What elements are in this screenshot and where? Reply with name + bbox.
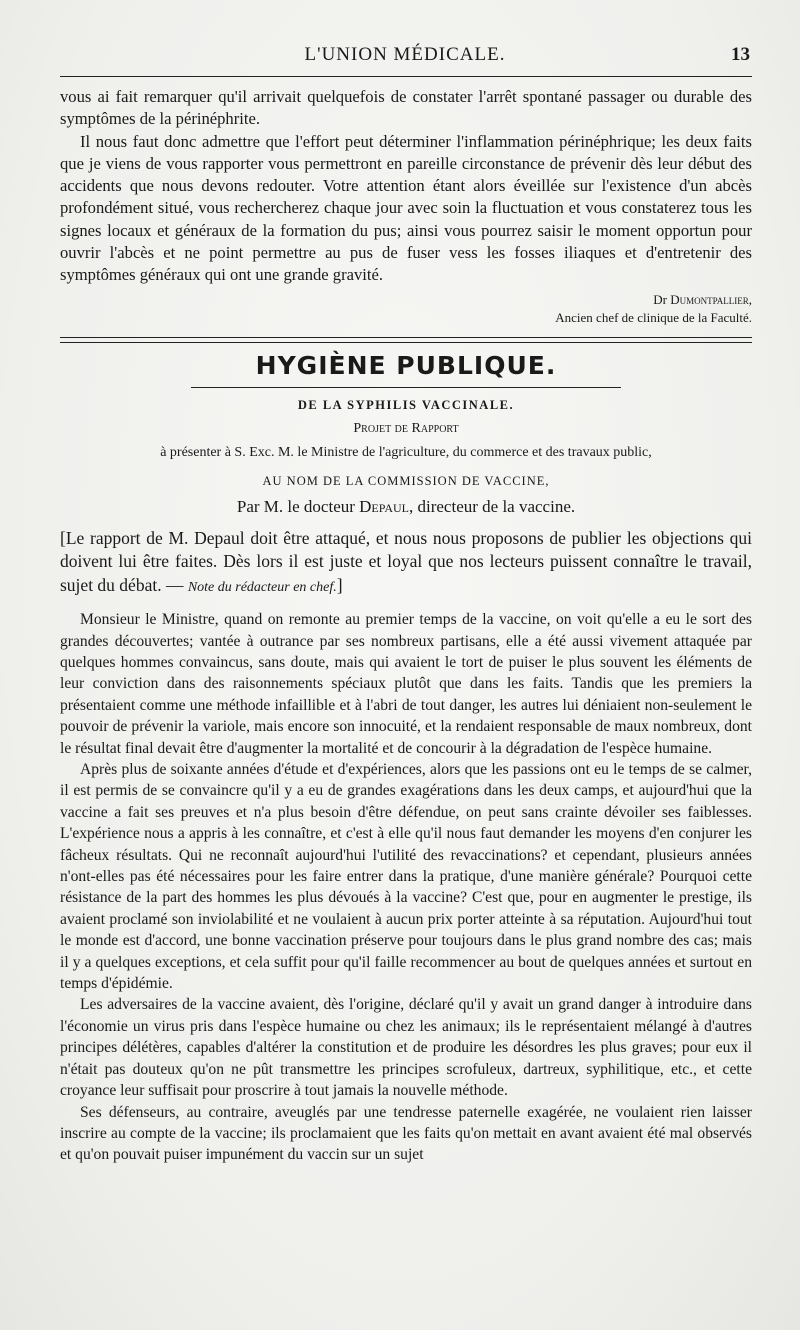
article-body [60, 609, 752, 1166]
article-addressee: à présenter à S. Exc. M. le Ministre de l'agriculture, du commerce et des travaux public, [160, 444, 652, 460]
article-commission: AU NOM DE LA COMMISSION DE VACCINE, [262, 473, 550, 488]
header-rule [60, 76, 752, 77]
page-number: 13 [731, 44, 750, 65]
signature-name [60, 291, 752, 309]
editor-note-text: [Le rapport de M. Depaul doit être attaqué, et nous nous proposons de publier les objections qui doivent lui être faites. Dès lors il est juste et loyal que nos lecteurs puissent connaître le travail, sujet du débat. — [60, 527, 752, 595]
signature-title: Ancien chef de clinique de la Faculté. [555, 309, 752, 325]
page-header [60, 44, 750, 72]
running-title: L'UNION MÉDICALE. [304, 44, 506, 65]
author-suffix: , directeur de la vaccine. [409, 496, 576, 516]
section-title: HYGIÈNE PUBLIQUE. [255, 350, 557, 380]
paragraph: Il nous faut donc admettre que l'effort peut déterminer l'inflammation périnéphrique; les deux faits que je viens de vous rapporter vous permettront en pareille circonstance de prévenir dès leur début des accidents que nous devons redouter. Votre attention étant alors éveillée sur l'existence d'un abcès profondément situé, vous rechercherez chaque jour avec soin la fluctuation et vous constaterez tous les signes locaux et généraux de la formation du pus; ainsi vous pourrez saisir le moment opportun pour ouvrir l'abcès et ne point permettre au pus de fuser vess les fosses iliaques et d'entretenir des symptômes généraux qui ont une grande gravité. [60, 131, 752, 285]
author-signature [60, 291, 752, 327]
paragraph: Monsieur le Ministre, quand on remonte au premier temps de la vaccine, on voit qu'elle a eu le sort des grandes découvertes; vantée à outrance par ses nombreux partisans, elle a été aussi vivement attaquée par quelques hommes convaincus, sans doute, mais qui avaient le tort de puiser le plus souvent les éléments de leur conviction dans des raisonnements spéciaux plutôt que dans les faits. Tandis que les premiers la présentaient comme une méthode infaillible et à l'abri de tout danger, les autres lui déniaient non-seulement le pouvoir de prévenir la variole, mais encore son innocuité, et la rendaient responsable de maux nombreux, dont le résultat final devait être d'augmenter la mortalité et de concourir à la dégradation de l'espèce humaine. [60, 611, 752, 757]
page-content [60, 86, 752, 1166]
section-divider [60, 337, 752, 343]
article-title: DE LA SYPHILIS VACCINALE. [297, 397, 515, 412]
paragraph: vous ai fait remarquer qu'il arrivait quelquefois de constater l'arrêt spontané passager ou durable des symptômes de la périnéphrite. [60, 87, 752, 129]
signature-author: Dumontpallier, [670, 291, 752, 307]
author-prefix: Par M. le docteur [236, 496, 355, 516]
paragraph: Ses défenseurs, au contraire, aveuglés par une tendresse paternelle exagérée, ne voulaient rien laisser inscrire au compte de la vaccine; ils proclamaient que les faits qu'on mettait en avant avaient été mal observés et qu'on pouvait puiser impunément du vaccin sur un sujet [60, 1103, 752, 1164]
paragraph: Après plus de soixante années d'étude et d'expériences, alors que les passions ont eu le temps de se calmer, il est permis de se convaincre qu'il y a eu de grandes exagérations dans les deux camps, et aujourd'hui que la vaccine a fait ses preuves et n'a plus besoin d'être défendue, on peut sans crainte dévoiler ses faiblesses. L'expérience nous a appris à les connaître, et c'est à elle qu'il nous faut demander les moyens d'en conjurer les fâcheux résultats. Qui ne reconnaît aujourd'hui l'utilité des revaccinations? et cependant, plusieurs années n'ont-elles pas été nécessaires pour les faire entrer dans la pratique, d'une manière générale? Pourquoi cette résistance de la part des hommes les plus dévoués à la vaccine? C'est que, pour en augmenter le prestige, ils avaient proclamé son inviolabilité et ne voulaient à aucun prix porter atteinte à sa réputation. Aujourd'hui tout le monde est d'accord, une bonne vaccination préserve pour toujours dans le plus grand nombre des cas; mais il y a quelques exceptions, et cela suffit pour qu'il faille recommencer au bout de quelques années et surtout en temps d'épidémie. [60, 761, 752, 993]
author-name: Depaul [359, 496, 409, 516]
signature-prefix: Dr [653, 291, 667, 307]
editor-note [60, 527, 752, 610]
editor-note-close: ] [336, 574, 343, 595]
section-title-rule [191, 387, 621, 388]
article-subtitle: Projet de Rapport [353, 420, 459, 436]
article-author-line [60, 495, 752, 519]
paragraph: Les adversaires de la vaccine avaient, dès l'origine, déclaré qu'il y avait un grand danger à introduire dans l'économie un virus pris dans l'espèce humaine ou chez les animaux; ils le représentaient mélangé à d'autres principes délétères, capables d'altérer la constitution et de produire les désordres les plus graves; pour eux il n'était pas douteux qu'on ne pût transmettre les principes scrofuleux, dartreux, syphilitique, etc., et cette croyance leur suffisait pour proscrire à tout jamais la nouvelle méthode. [60, 996, 752, 1100]
continued-article [60, 86, 752, 327]
editor-note-signature: Note du rédacteur en chef. [187, 579, 337, 595]
